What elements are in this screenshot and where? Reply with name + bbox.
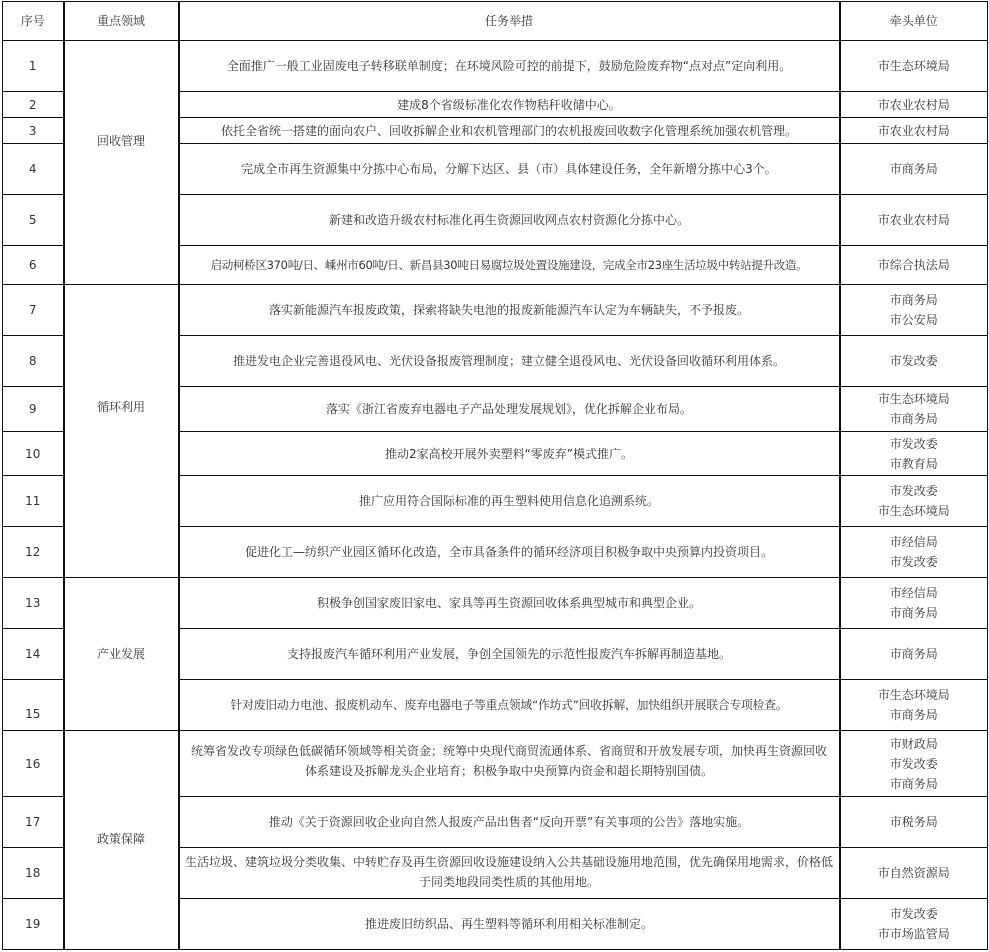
row-task: 启动柯桥区370吨/日、嵊州市60吨/日、新昌县30吨日易腐垃圾处置设施建设，完成全市23座生活垃圾中转站提升改造。 bbox=[179, 246, 840, 285]
row-no: 7 bbox=[3, 285, 64, 336]
row-task: 推进废旧纺织品、再生塑料等循环利用相关标准制定。 bbox=[179, 899, 840, 950]
table-row bbox=[3, 285, 988, 336]
row-dept: 市发改委 市市场监管局 bbox=[840, 899, 988, 950]
row-task: 针对废旧动力电池、报废机动车、废弃电器电子等重点领域“作坊式”回收拆解，加快组织开展联合专项检查。 bbox=[179, 680, 840, 731]
row-no: 5 bbox=[3, 195, 64, 246]
row-no: 17 bbox=[3, 797, 64, 848]
area-cell-industry-development bbox=[64, 578, 179, 731]
area-label: 政策保障 bbox=[96, 832, 145, 846]
area-label: 回收管理 bbox=[96, 134, 145, 148]
row-dept: 市商务局 bbox=[840, 144, 988, 195]
row-dept: 市生态环境局 市商务局 bbox=[840, 680, 988, 731]
row-dept: 市发改委 市教育局 bbox=[840, 432, 988, 476]
header-task: 任务举措 bbox=[179, 2, 840, 41]
task-table bbox=[2, 1, 988, 950]
row-task: 统筹省发改专项绿色低碳循环领域等相关资金；统筹中央现代商贸流通体系、省商贸和开放发展专项，加快再生资源回收体系建设及拆解龙头企业培育；积极争取中央预算内资金和超长期特别国债。 bbox=[179, 731, 840, 797]
row-no: 9 bbox=[3, 387, 64, 432]
row-dept: 市商务局 bbox=[840, 629, 988, 680]
row-dept: 市发改委 bbox=[840, 336, 988, 387]
area-label: 产业发展 bbox=[96, 647, 145, 661]
table-header-row bbox=[3, 2, 988, 41]
row-task: 推广应用符合国际标准的再生塑料使用信息化追溯系统。 bbox=[179, 476, 840, 527]
table-row bbox=[3, 578, 988, 629]
area-cell-circular-use bbox=[64, 285, 179, 578]
row-no: 19 bbox=[3, 899, 64, 950]
row-dept: 市农业农村局 bbox=[840, 118, 988, 144]
row-no: 15 bbox=[3, 680, 64, 731]
row-task: 支持报废汽车循环利用产业发展，争创全国领先的示范性报废汽车拆解再制造基地。 bbox=[179, 629, 840, 680]
table-row bbox=[3, 731, 988, 797]
row-task: 新建和改造升级农村标准化再生资源回收网点农村资源化分拣中心。 bbox=[179, 195, 840, 246]
header-area: 重点领域 bbox=[64, 2, 179, 41]
row-dept: 市经信局 市发改委 bbox=[840, 527, 988, 578]
row-task: 推进发电企业完善退役风电、光伏设备报废管理制度；建立健全退役风电、光伏设备回收循环利用体系。 bbox=[179, 336, 840, 387]
row-dept: 市生态环境局 bbox=[840, 41, 988, 92]
row-dept: 市综合执法局 bbox=[840, 246, 988, 285]
row-dept: 市自然资源局 bbox=[840, 848, 988, 899]
row-task: 积极争创国家废旧家电、家具等再生资源回收体系典型城市和典型企业。 bbox=[179, 578, 840, 629]
row-dept: 市发改委 市生态环境局 bbox=[840, 476, 988, 527]
area-label: 循环利用 bbox=[96, 400, 145, 414]
row-no: 11 bbox=[3, 476, 64, 527]
row-task: 促进化工—纺织产业园区循环化改造，全市具备条件的循环经济项目积极争取中央预算内投资项目。 bbox=[179, 527, 840, 578]
header-dept: 牵头单位 bbox=[840, 2, 988, 41]
header-no: 序号 bbox=[3, 2, 64, 41]
row-no: 1 bbox=[3, 41, 64, 92]
row-no: 16 bbox=[3, 731, 64, 797]
row-no: 2 bbox=[3, 92, 64, 118]
row-dept: 市税务局 bbox=[840, 797, 988, 848]
row-no: 8 bbox=[3, 336, 64, 387]
row-dept: 市生态环境局 市商务局 bbox=[840, 387, 988, 432]
row-task: 落实《浙江省废弃电器电子产品处理发展规划》，优化拆解企业布局。 bbox=[179, 387, 840, 432]
row-task: 全面推广一般工业固废电子转移联单制度；在环境风险可控的前提下，鼓励危险废弃物“点对点”定向利用。 bbox=[179, 41, 840, 92]
row-no: 4 bbox=[3, 144, 64, 195]
row-dept: 市农业农村局 bbox=[840, 92, 988, 118]
row-no: 13 bbox=[3, 578, 64, 629]
row-task: 推动《关于资源回收企业向自然人报废产品出售者“反向开票”有关事项的公告》落地实施。 bbox=[179, 797, 840, 848]
row-dept: 市财政局 市发改委 市商务局 bbox=[840, 731, 988, 797]
row-no: 3 bbox=[3, 118, 64, 144]
row-dept: 市农业农村局 bbox=[840, 195, 988, 246]
row-task: 依托全省统一搭建的面向农户、回收拆解企业和农机管理部门的农机报废回收数字化管理系统加强农机管理。 bbox=[179, 118, 840, 144]
row-no: 6 bbox=[3, 246, 64, 285]
row-dept: 市经信局 市商务局 bbox=[840, 578, 988, 629]
row-task: 建成8个省级标准化农作物秸秆收储中心。 bbox=[179, 92, 840, 118]
row-no: 10 bbox=[3, 432, 64, 476]
table-row bbox=[3, 41, 988, 92]
row-no: 12 bbox=[3, 527, 64, 578]
area-cell-recycle-management bbox=[64, 41, 179, 285]
row-dept: 市商务局 市公安局 bbox=[840, 285, 988, 336]
row-task: 生活垃圾、建筑垃圾分类收集、中转贮存及再生资源回收设施建设纳入公共基础设施用地范围，优先确保用地需求，价格低于同类地段同类性质的其他用地。 bbox=[179, 848, 840, 899]
row-no: 14 bbox=[3, 629, 64, 680]
row-task: 推动2家高校开展外卖塑料“零废弃”模式推广。 bbox=[179, 432, 840, 476]
row-no: 18 bbox=[3, 848, 64, 899]
row-task: 完成全市再生资源集中分拣中心布局，分解下达区、县（市）具体建设任务，全年新增分拣中心3个。 bbox=[179, 144, 840, 195]
row-task: 落实新能源汽车报废政策，探索将缺失电池的报废新能源汽车认定为车辆缺失，不予报废。 bbox=[179, 285, 840, 336]
area-cell-policy-support bbox=[64, 731, 179, 950]
